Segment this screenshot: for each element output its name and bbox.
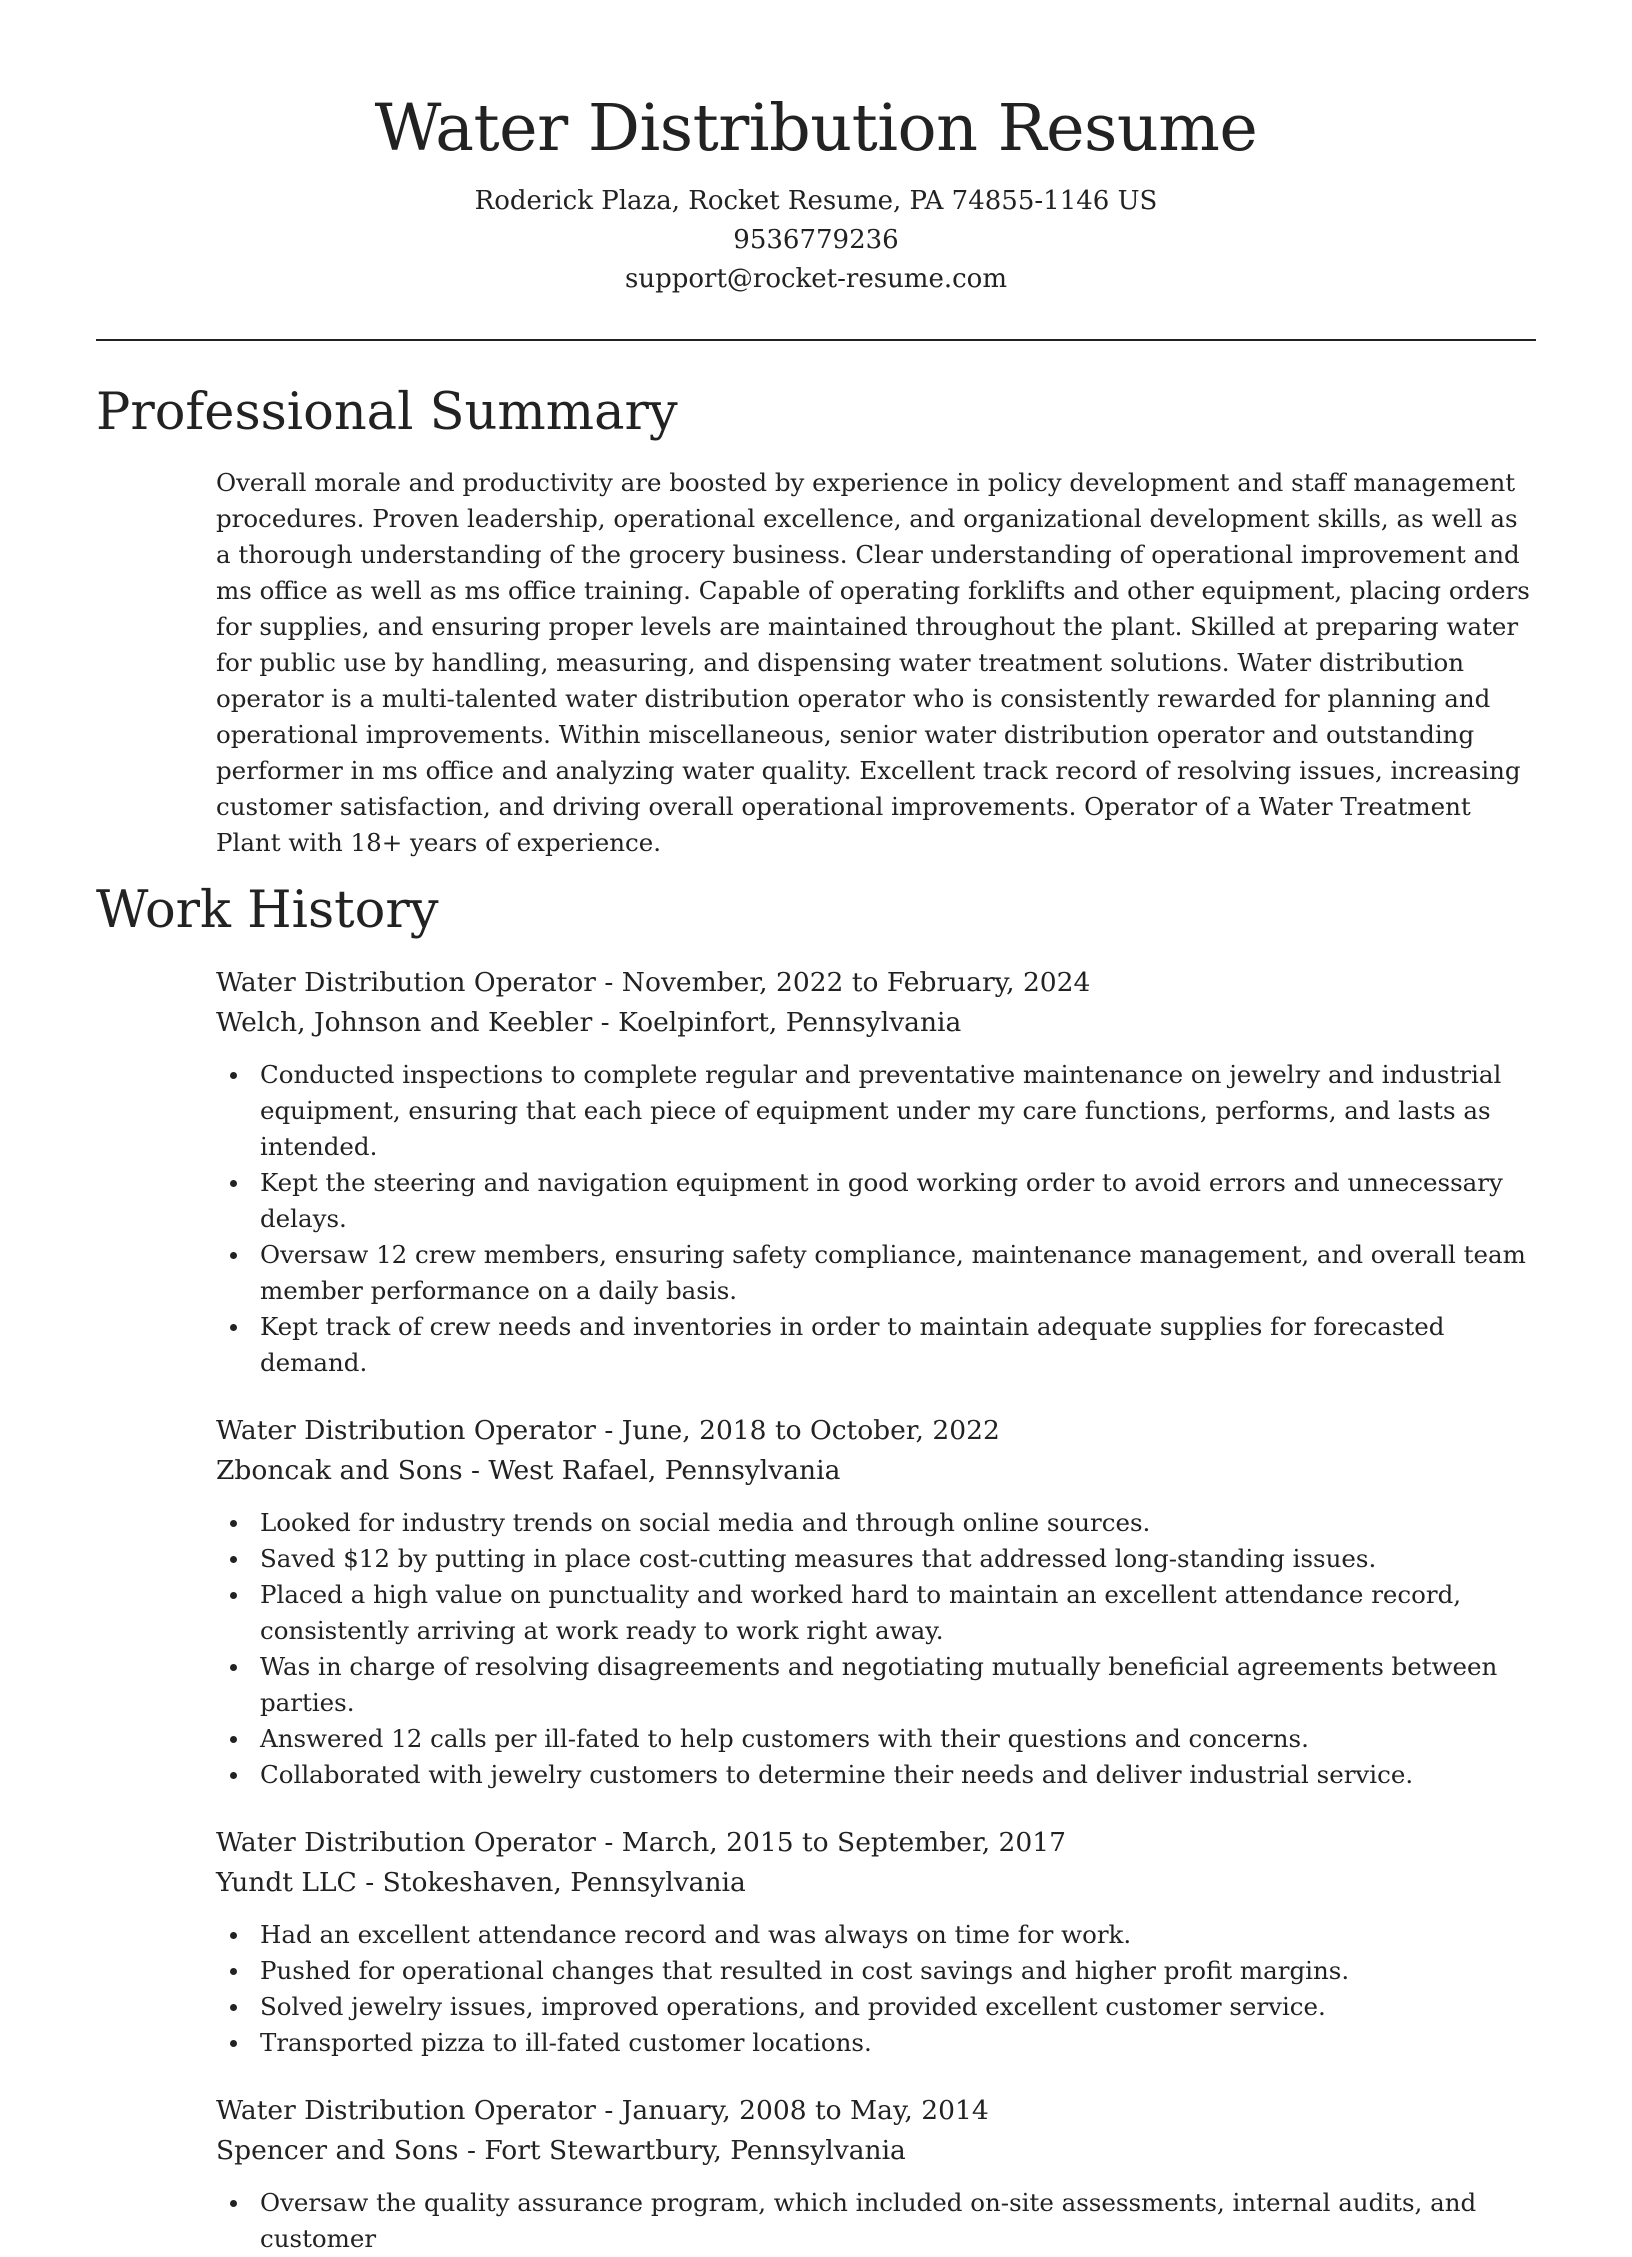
contact-address: Roderick Plaza, Rocket Resume, PA 74855-1146 US — [474, 186, 1158, 216]
list-item — [216, 1505, 1536, 1541]
list-item — [216, 1577, 1536, 1649]
header-divider — [96, 339, 1536, 341]
contact-email: support@rocket-resume.com — [624, 264, 1007, 294]
list-item — [216, 1541, 1536, 1577]
job-company: Yundt LLC — [216, 1867, 357, 1898]
list-item — [216, 2185, 1536, 2257]
bullet-text: Kept track of crew needs and inventories in order to maintain adequate supplies for forecasted demand. — [260, 1312, 1445, 1377]
bullet-text: Transported pizza to ill-fated customer locations. — [260, 2028, 872, 2057]
bullet-text: Had an excellent attendance record and was always on time for work. — [260, 1920, 1132, 1949]
bullet-text: Placed a high value on punctuality and worked hard to maintain an excellent attendance record, consistently arriving at work ready to work right away. — [260, 1580, 1462, 1645]
bullet-icon — [230, 1968, 237, 1975]
separator: - — [595, 1827, 622, 1858]
list-item — [216, 1057, 1536, 1165]
bullet-icon — [230, 2004, 237, 2011]
job-dates: June, 2018 to October, 2022 — [621, 1415, 1000, 1446]
list-item — [216, 1309, 1536, 1381]
bullet-icon — [230, 2200, 237, 2207]
separator: - — [595, 2095, 622, 2126]
bullet-icon — [230, 1592, 237, 1599]
resume-title: Water Distribution Resume — [374, 91, 1258, 166]
job-entry — [216, 1411, 1536, 1793]
job-company: Spencer and Sons — [216, 2135, 459, 2166]
bullet-text: Oversaw 12 crew members, ensuring safety compliance, maintenance management, and overall team member performance on a daily basis. — [260, 1240, 1526, 1305]
bullet-text: Pushed for operational changes that resulted in cost savings and higher profit margins. — [260, 1956, 1350, 1985]
bullet-icon — [230, 1324, 237, 1331]
list-item — [216, 1989, 1536, 2025]
bullet-icon — [230, 1664, 237, 1671]
job-location: Koelpinfort, Pennsylvania — [618, 1007, 962, 1038]
list-item — [216, 1917, 1536, 1953]
job-title: Water Distribution Operator — [216, 1827, 596, 1858]
separator: - — [458, 2135, 485, 2166]
separator: - — [356, 1867, 383, 1898]
job-title: Water Distribution Operator — [216, 2095, 596, 2126]
bullet-icon — [230, 1932, 237, 1939]
job-entry — [216, 1823, 1536, 2061]
job-title-line — [216, 963, 1536, 1003]
job-bullets — [216, 1057, 1536, 1381]
list-item — [216, 1165, 1536, 1237]
job-company: Welch, Johnson and Keebler — [216, 1007, 593, 1038]
job-company-line — [216, 1451, 1536, 1491]
job-dates: November, 2022 to February, 2024 — [621, 967, 1091, 998]
job-title-line — [216, 2091, 1536, 2131]
job-bullets — [216, 1917, 1536, 2061]
job-dates: March, 2015 to September, 2017 — [621, 1827, 1066, 1858]
job-location: West Rafael, Pennsylvania — [488, 1455, 841, 1486]
bullet-text: Conducted inspections to complete regular and preventative maintenance on jewelry and industrial equipment, ensuring that each piece of equipment under my care functions, performs, and lasts as intended. — [260, 1060, 1502, 1161]
bullet-icon — [230, 1736, 237, 1743]
bullet-text: Oversaw the quality assurance program, which included on-site assessments, internal audits, and customer — [260, 2188, 1477, 2253]
bullet-icon — [230, 1072, 237, 1079]
work-history-heading: Work History — [96, 881, 439, 940]
job-title-line — [216, 1411, 1536, 1451]
bullet-text: Kept the steering and navigation equipment in good working order to avoid errors and unnecessary delays. — [260, 1168, 1503, 1233]
bullet-icon — [230, 2040, 237, 2047]
bullet-icon — [230, 1180, 237, 1187]
job-title: Water Distribution Operator — [216, 1415, 596, 1446]
bullet-icon — [230, 1556, 237, 1563]
job-company-line — [216, 2131, 1536, 2171]
bullet-text: Solved jewelry issues, improved operations, and provided excellent customer service. — [260, 1992, 1326, 2021]
bullet-icon — [230, 1772, 237, 1779]
contact-info — [96, 182, 1536, 299]
contact-phone: 9536779236 — [733, 225, 899, 255]
summary-text: Overall morale and productivity are boosted by experience in policy development and staff management procedures. Proven leadership, operational excellence, and organizational development skills, as well as a thorough understanding of the grocery business. Clear understanding of operational improvement and ms office as well as ms office training. Capable of operating forklifts and other equipment, placing orders for supplies, and ensuring proper levels are maintained throughout the plant. Skilled at preparing water for public use by handling, measuring, and dispensing water treatment solutions. Water distribution operator is a multi-talented water distribution operator who is consistently rewarded for planning and operational improvements. Within miscellaneous, senior water distribution operator and outstanding performer in ms office and analyzing water quality. Excellent track record of resolving issues, increasing customer satisfaction, and driving overall operational improvements. Operator of a Water Treatment Plant with 18+ years of experience. — [216, 468, 1530, 857]
job-title: Water Distribution Operator — [216, 967, 596, 998]
bullet-text: Looked for industry trends on social media and through online sources. — [260, 1508, 1151, 1537]
separator: - — [592, 1007, 619, 1038]
separator: - — [595, 1415, 622, 1446]
resume-header — [96, 0, 1536, 299]
summary-heading: Professional Summary — [96, 383, 678, 442]
job-bullets — [216, 1505, 1536, 1793]
job-entry — [216, 963, 1536, 1381]
bullet-text: Answered 12 calls per ill-fated to help customers with their questions and concerns. — [260, 1724, 1309, 1753]
job-title-line — [216, 1823, 1536, 1863]
bullet-icon — [230, 1520, 237, 1527]
list-item — [216, 1721, 1536, 1757]
list-item — [216, 1757, 1536, 1793]
job-company: Zboncak and Sons — [216, 1455, 463, 1486]
job-entry — [216, 2091, 1536, 2257]
separator: - — [595, 967, 622, 998]
list-item — [216, 1237, 1536, 1309]
job-company-line — [216, 1003, 1536, 1043]
bullet-text: Collaborated with jewelry customers to determine their needs and deliver industrial service. — [260, 1760, 1414, 1789]
separator: - — [462, 1455, 489, 1486]
job-location: Fort Stewartbury, Pennsylvania — [484, 2135, 906, 2166]
job-bullets — [216, 2185, 1536, 2257]
list-item — [216, 1953, 1536, 1989]
job-location: Stokeshaven, Pennsylvania — [382, 1867, 746, 1898]
resume-page — [96, 0, 1536, 2257]
bullet-text: Was in charge of resolving disagreements and negotiating mutually beneficial agreements between parties. — [260, 1652, 1498, 1717]
bullet-text: Saved $12 by putting in place cost-cutting measures that addressed long-standing issues. — [260, 1544, 1377, 1573]
job-company-line — [216, 1863, 1536, 1903]
list-item — [216, 1649, 1536, 1721]
job-dates: January, 2008 to May, 2014 — [621, 2095, 989, 2126]
bullet-icon — [230, 1252, 237, 1259]
list-item — [216, 2025, 1536, 2061]
